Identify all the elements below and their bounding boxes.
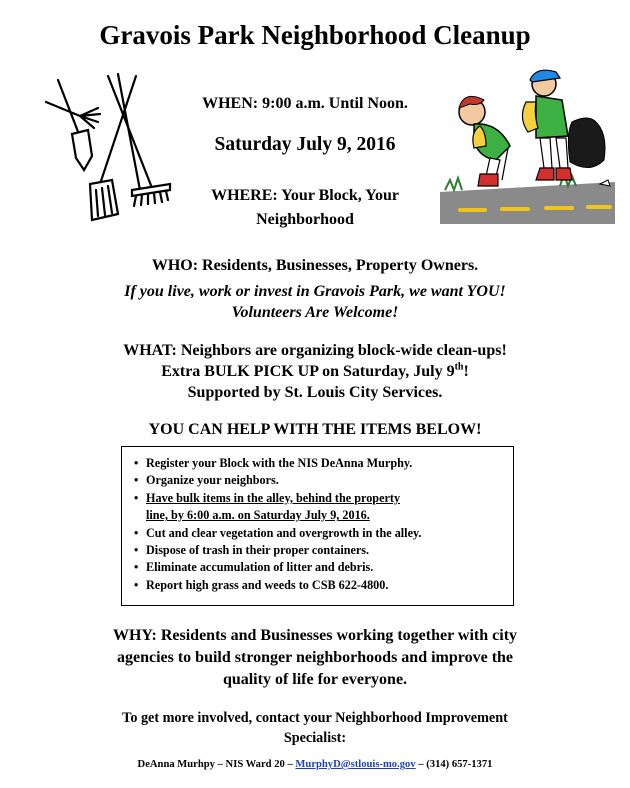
where-line-1: WHERE: Your Block, Your: [211, 187, 399, 204]
event-date: Saturday July 9, 2016: [214, 134, 396, 155]
contact-phone: – (314) 657-1371: [418, 759, 493, 770]
bullet-icon: •: [134, 543, 139, 558]
list-item: • Eliminate accumulation of litter and debris.: [134, 559, 507, 576]
ordinal-suffix: th: [454, 361, 464, 373]
who-line-3: Volunteers Are Welcome!: [231, 304, 399, 321]
contact-line-1: To get more involved, contact your Neighborhood Improvement: [122, 710, 508, 726]
list-item: • Organize your neighbors.: [134, 472, 507, 489]
where-line-2: Neighborhood: [256, 211, 354, 228]
contact-name: DeAnna Murhpy – NIS Ward 20 –: [137, 759, 293, 770]
why-block: [0, 625, 630, 691]
bullet-icon: •: [134, 577, 139, 592]
list-item: • Have bulk items in the alley, behind the property: [134, 490, 507, 507]
when-line: WHEN: 9:00 a.m. Until Noon.: [202, 95, 408, 112]
who-line-2: If you live, work or invest in Gravois Park, we want YOU!: [124, 283, 506, 300]
email-link[interactable]: MurphyD@stlouis-mo.gov: [295, 759, 416, 770]
help-heading: YOU CAN HELP WITH THE ITEMS BELOW!: [148, 421, 482, 438]
why-line-3: quality of life for everyone.: [222, 671, 408, 688]
list-item: • Register your Block with the NIS DeAnna Murphy.: [134, 455, 507, 472]
bullet-icon: •: [134, 456, 139, 470]
what-line-3: Supported by St. Louis City Services.: [187, 384, 443, 401]
bullet-icon: •: [134, 490, 139, 505]
kids-cleanup-illustration: [440, 62, 615, 232]
what-line-1: WHAT: Neighbors are organizing block-wide clean-ups!: [123, 342, 507, 359]
help-items-list: [134, 455, 507, 594]
who-line: WHO: Residents, Businesses, Property Owners.: [151, 257, 479, 274]
bulk-pickup-text: Extra BULK PICK UP on Saturday, July 9: [161, 363, 455, 380]
flyer-title: Gravois Park Neighborhood Cleanup: [99, 20, 531, 50]
list-item: • Cut and clear vegetation and overgrowth in the alley.: [134, 525, 507, 542]
list-item-continuation: line, by 6:00 a.m. on Saturday July 9, 2016.: [146, 508, 370, 523]
footer-contact: [0, 759, 630, 770]
where-block: [150, 184, 460, 232]
who-invitation: [0, 281, 630, 323]
list-item: • Report high grass and weeds to CSB 622-4800.: [134, 577, 507, 594]
why-line-2: agencies to build stronger neighborhoods and improve the: [116, 649, 514, 666]
why-line-1: WHY: Residents and Businesses working together with city: [112, 627, 518, 644]
contact-block: [0, 708, 630, 748]
list-item: • Dispose of trash in their proper containers.: [134, 542, 507, 559]
what-block: [0, 340, 630, 403]
bullet-icon: •: [134, 525, 139, 540]
contact-line-2: Specialist:: [283, 730, 347, 746]
bullet-icon: •: [134, 560, 139, 575]
exclamation: !: [463, 363, 469, 380]
help-items-box: [121, 446, 514, 606]
what-line-2: [0, 361, 630, 382]
bullet-icon: •: [134, 473, 139, 488]
